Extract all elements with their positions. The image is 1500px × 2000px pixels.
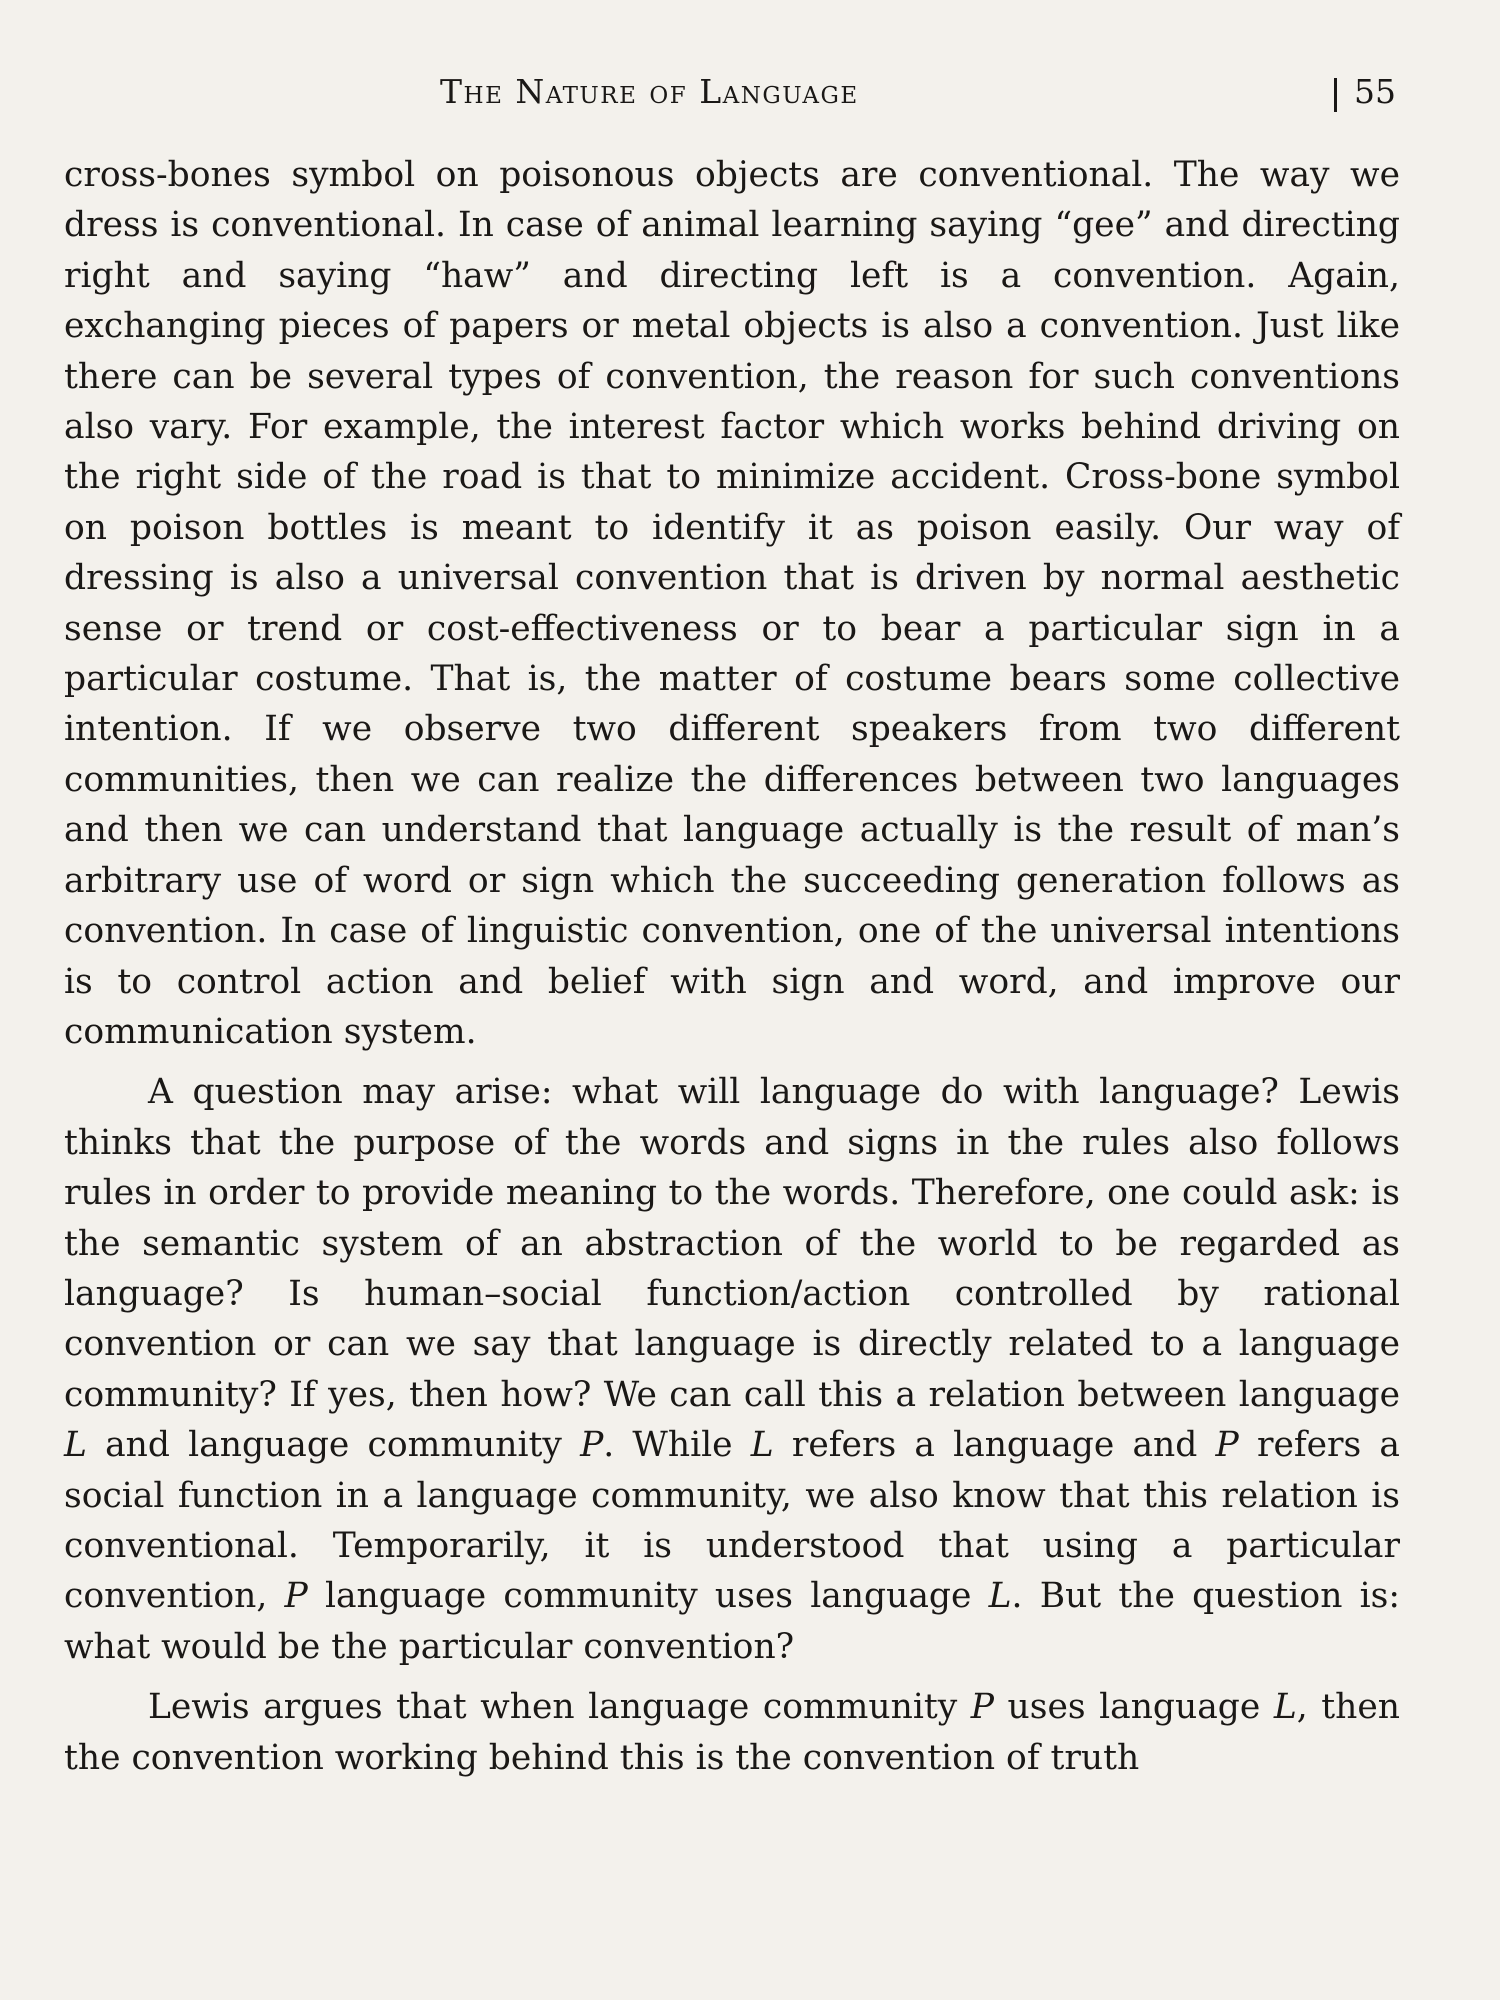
paragraph	[64, 1682, 1400, 1783]
text-run: . While	[603, 1425, 751, 1466]
italic-variable: P	[284, 1576, 308, 1617]
text-run: , then the convention working behind this is the convention of truth	[64, 1687, 1400, 1778]
italic-variable: L	[64, 1425, 87, 1466]
text-run: cross-bones symbol on poisonous objects are conventional. The way we dress is conventional. In case of animal learning saying “gee” and directing right and saying “haw” and directing left is a convention. Again, exchanging pieces of papers or metal objects is also a convention. Just like there can be several types of convention, the reason for such conventions also vary. For example, the interest factor which works behind driving on the right side of the road is that to minimize accident. Cross-bone symbol on poison bottles is meant to identify it as poison easily. Our way of dressing is also a universal convention that is driven by normal aesthetic sense or trend or cost-effectiveness or to bear a particular sign in a particular costume. That is, the matter of costume bears some collective intention. If we observe two different speakers from two different communities, then we can realize the differences between two languages and then we can understand that language actually is the result of man’s arbitrary use of word or sign which the succeeding generation follows as convention. In case of linguistic convention, one of the universal intentions is to control action and belief with sign and word, and improve our communication system.	[64, 155, 1400, 1052]
italic-variable: L	[988, 1576, 1012, 1617]
text-run: uses language	[993, 1687, 1274, 1728]
text-run: language community uses language	[307, 1576, 989, 1617]
text-run: and language community	[86, 1425, 581, 1466]
paragraph	[64, 150, 1400, 1057]
italic-variable: P	[1215, 1425, 1239, 1466]
italic-variable: P	[970, 1687, 994, 1728]
body-text	[64, 150, 1400, 1783]
italic-variable: L	[1273, 1687, 1297, 1728]
header-divider	[1334, 78, 1337, 112]
running-head	[0, 72, 1500, 122]
paragraph	[64, 1067, 1400, 1672]
italic-variable: P	[580, 1425, 604, 1466]
text-run: refers a language and	[773, 1425, 1216, 1466]
text-run: Lewis argues that when language community	[148, 1687, 971, 1728]
book-title: The Nature of Language	[440, 72, 859, 111]
text-run: refers a social function in a language community, we also know that this relation is conventional. Temporarily, it is understood that using a particular convention,	[64, 1425, 1400, 1617]
page-number: 55	[1354, 72, 1396, 111]
italic-variable: L	[750, 1425, 774, 1466]
text-run: . But the question is: what would be the particular convention?	[64, 1576, 1400, 1667]
text-run: A question may arise: what will language do with language? Lewis thinks that the purpose of the words and signs in the rules also follows rules in order to provide meaning to the words. Therefore, one could ask: is the semantic system of an abstraction of the world to be regarded as language? Is human–social function/action controlled by rational convention or can we say that language is directly related to a language community? If yes, then how? We can call this a relation between language	[64, 1072, 1400, 1415]
